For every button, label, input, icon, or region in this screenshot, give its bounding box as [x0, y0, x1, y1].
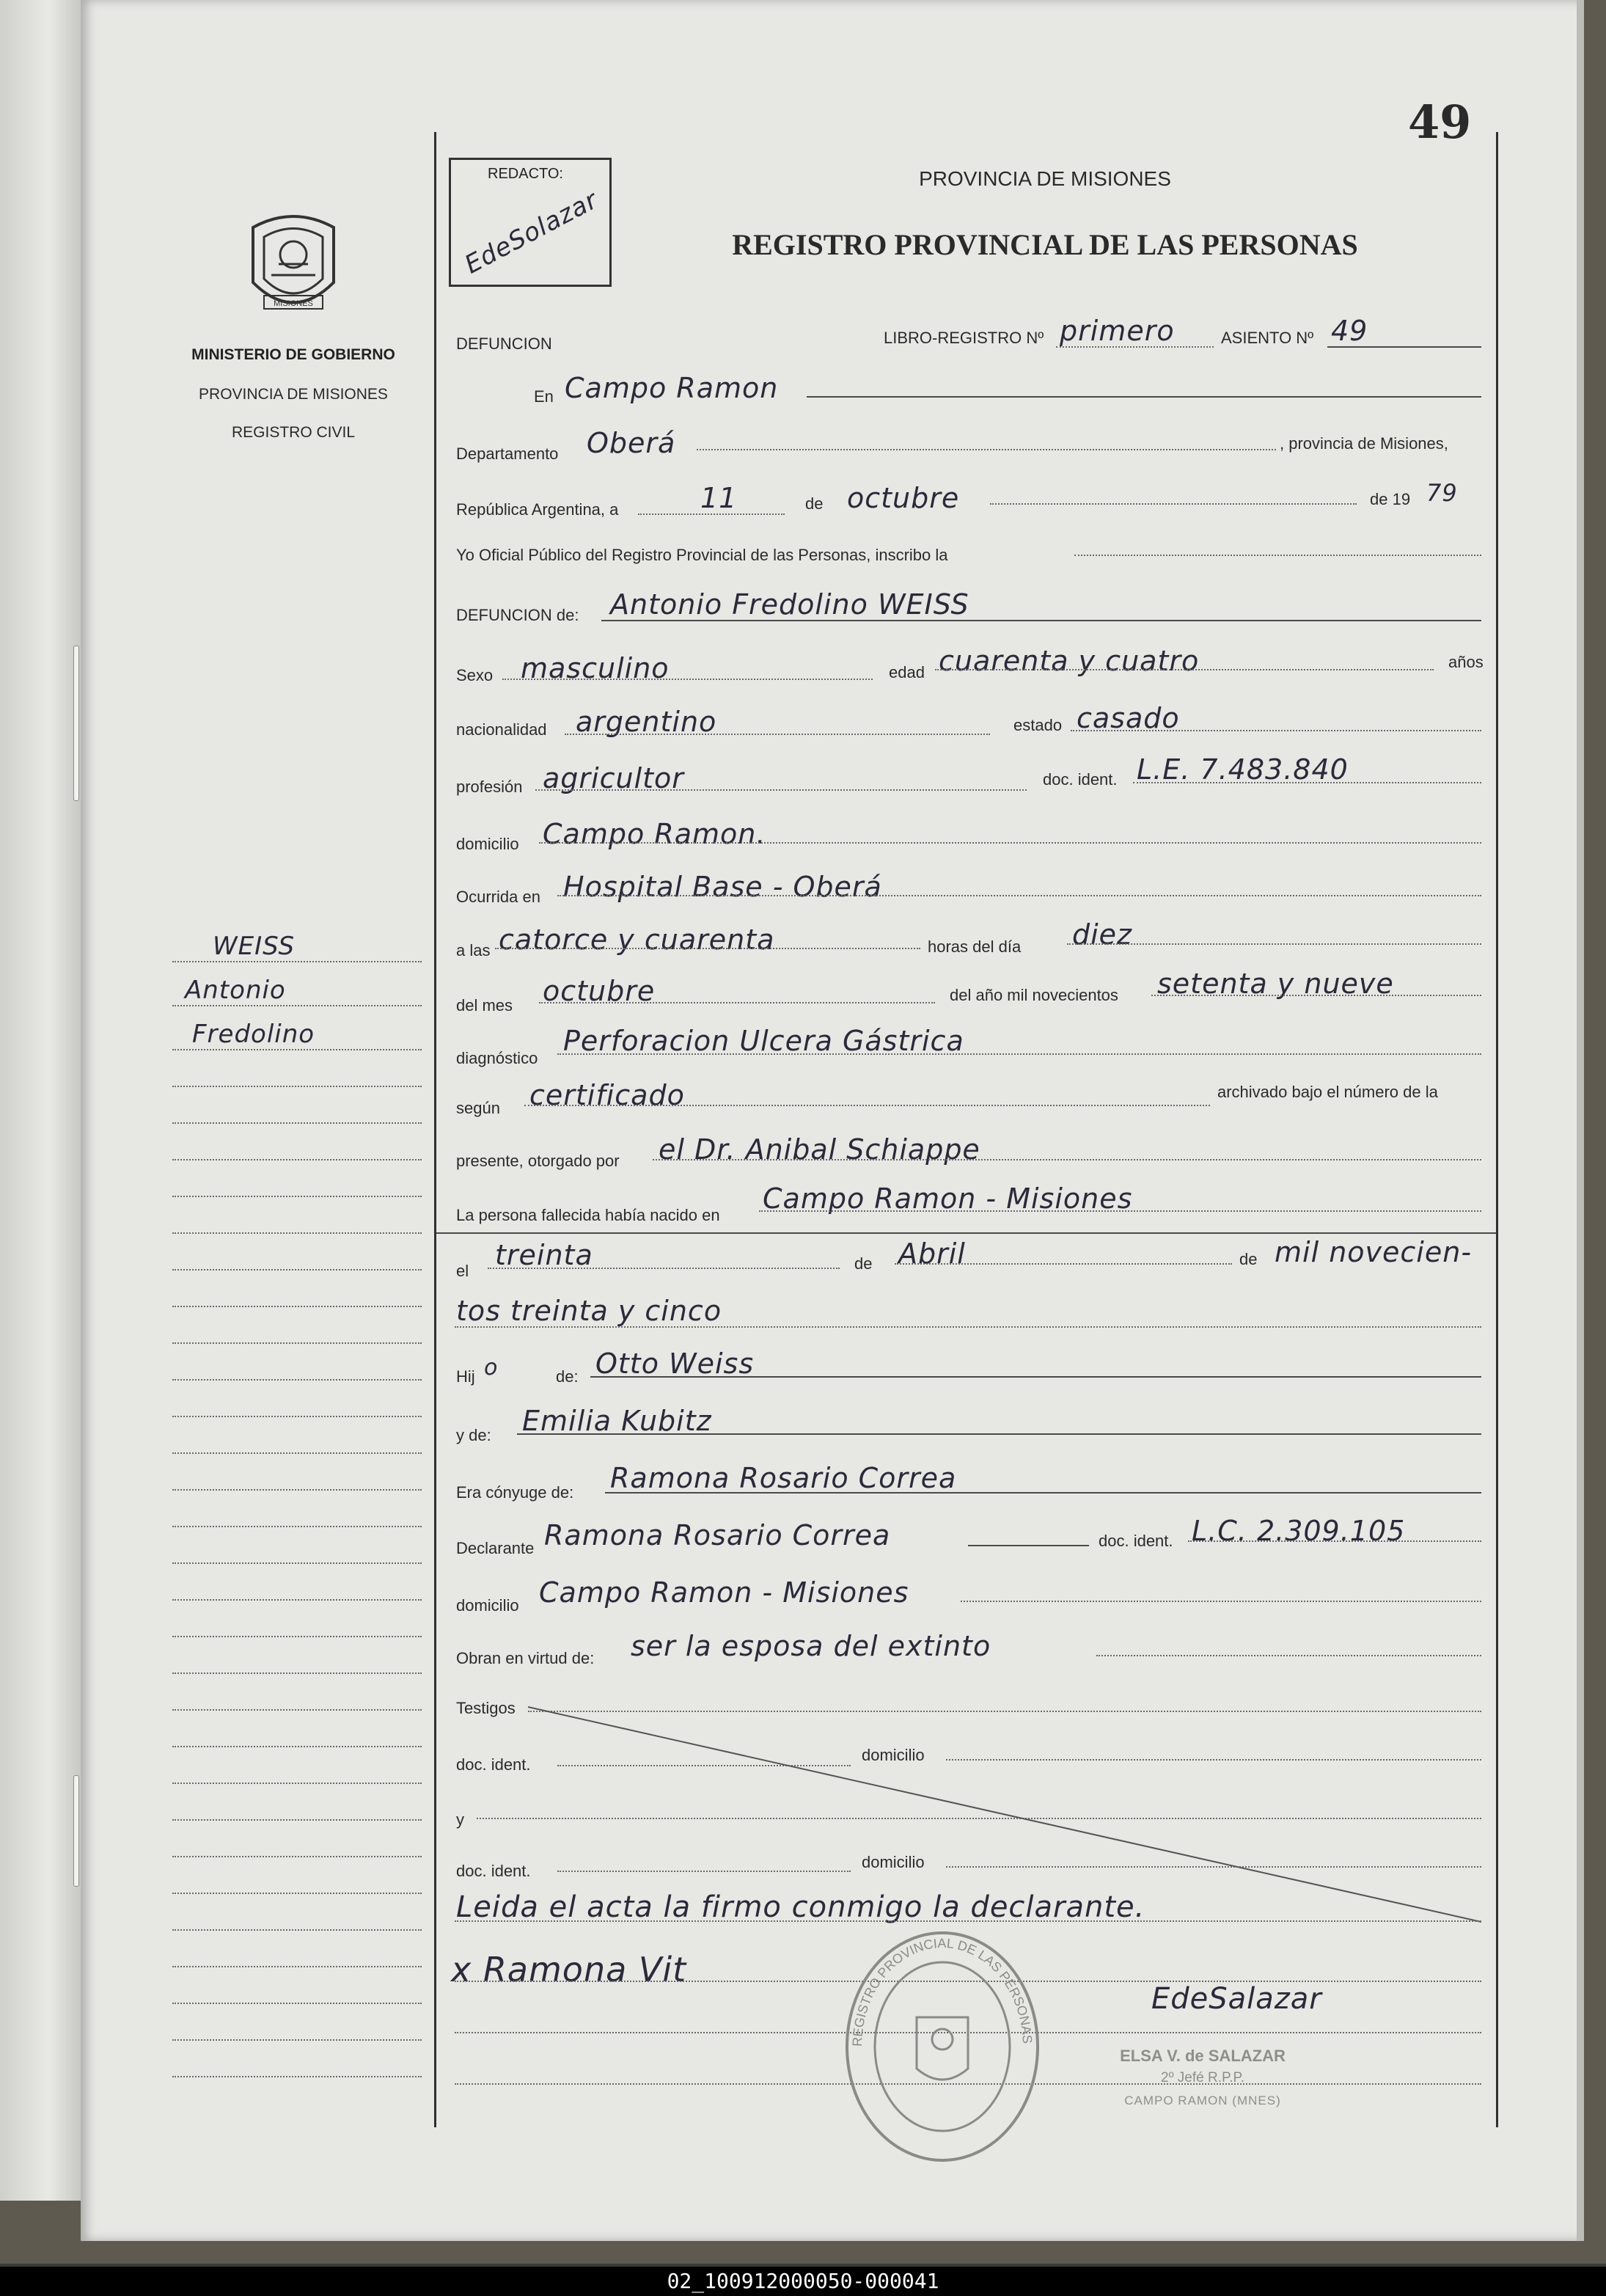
delmes-line [539, 1002, 935, 1003]
declarante-line [968, 1545, 1089, 1546]
anio-mil-line [1151, 995, 1481, 996]
margin-line [172, 1746, 422, 1747]
page-number: 49 [1408, 95, 1472, 149]
hijo-de-label: de: [556, 1367, 579, 1386]
testigo2-domicilio-label: domicilio [862, 1853, 925, 1871]
profesion-value: agricultor [543, 762, 684, 794]
testigos-label: Testigos [456, 1699, 516, 1717]
margin-line [172, 1416, 422, 1417]
republica-label: República Argentina, a [456, 500, 619, 519]
coat-of-arms-icon [238, 209, 348, 326]
margin-line [172, 1672, 422, 1674]
redacto-signature: EdeSolazar [460, 185, 604, 280]
estado-line [1071, 730, 1481, 731]
deceased-name-value: Antonio Fredolino WEISS [610, 588, 969, 621]
nacimiento-mes-value: Abril [898, 1237, 966, 1270]
nacimiento-dia-value: treinta [495, 1239, 593, 1271]
margin-first-name: Antonio [185, 976, 286, 1005]
margin-line [172, 1306, 422, 1307]
anio-mil-value: setenta y nueve [1157, 968, 1394, 1000]
nacimiento-anio-value: mil novecien- [1275, 1236, 1473, 1268]
departamento-line [697, 449, 1276, 450]
day-line [638, 513, 785, 515]
margin-line [172, 1709, 422, 1711]
margin-line [172, 1122, 422, 1124]
libro-label: LIBRO-REGISTRO Nº [884, 329, 1044, 347]
diagnostico-line [557, 1053, 1481, 1055]
declarante-label: Declarante [456, 1539, 535, 1557]
closing-line [455, 1920, 1481, 1922]
month-value: octubre [847, 482, 960, 514]
official-seal-icon [843, 1929, 1041, 2164]
testigo1-domicilio-label: domicilio [862, 1746, 925, 1764]
edad-line [935, 669, 1434, 670]
year-value: 79 [1426, 479, 1458, 507]
margin-line [172, 1929, 422, 1931]
dia-texto-value: diez [1072, 918, 1133, 951]
departamento-value: Oberá [587, 427, 676, 459]
month-line [990, 503, 1357, 505]
madre-value: Emilia Kubitz [522, 1405, 712, 1437]
year-label: de 19 [1370, 490, 1411, 508]
official-signature: EdeSalazar [1151, 1982, 1322, 2016]
page-edge [1577, 0, 1584, 2241]
nacionalidad-line [565, 734, 990, 735]
doc-label: doc. ident. [1043, 770, 1118, 789]
de-label: de [805, 494, 824, 513]
registry-title: REGISTRO PROVINCIAL DE LAS PERSONAS [732, 228, 1358, 261]
hijo-label: Hij [456, 1367, 475, 1386]
domicilio-label: domicilio [456, 835, 519, 853]
y-label: y [456, 1810, 464, 1829]
dia-texto-line [1067, 943, 1481, 945]
testigo2-doc-label: doc. ident. [456, 1862, 531, 1880]
anio-mil-label: del año mil novecientos [950, 986, 1118, 1004]
en-label: En [534, 387, 554, 406]
presente-line [653, 1159, 1481, 1160]
el-label: el [456, 1262, 469, 1280]
departamento-label: Departamento [456, 445, 559, 463]
diagnostico-value: Perforacion Ulcera Gástrica [563, 1025, 964, 1057]
declarante-doc-value: L.C. 2.309.105 [1192, 1515, 1406, 1547]
nacido-label: La persona fallecida había nacido en [456, 1206, 720, 1224]
margin-line [172, 1159, 422, 1160]
alas-label: a las [456, 941, 491, 959]
margin-middle-name: Fredolino [192, 1020, 315, 1049]
province-header: PROVINCIA DE MISIONES [919, 167, 1171, 190]
margin-line [172, 961, 422, 962]
margin-line [172, 1005, 422, 1006]
asiento-label: ASIENTO Nº [1221, 329, 1314, 347]
left-form-rule [434, 132, 436, 2127]
margin-line [172, 1819, 422, 1821]
margin-line [172, 1049, 422, 1050]
hora-line [495, 948, 920, 949]
nacimiento-de1-label: de [854, 1254, 873, 1273]
province-label: PROVINCIA DE MISIONES [199, 386, 388, 403]
provincia-suffix: , provincia de Misiones, [1280, 434, 1448, 453]
previous-page-edge [0, 0, 81, 2201]
right-form-rule [1496, 132, 1498, 2127]
ministry-label: MINISTERIO DE GOBIERNO [191, 346, 395, 363]
margin-line [172, 2039, 422, 2041]
obran-label: Obran en virtud de: [456, 1649, 595, 1667]
domicilio-value: Campo Ramon. [543, 818, 766, 850]
domicilio-line [539, 842, 1481, 844]
testigo1-doc-label: doc. ident. [456, 1755, 531, 1774]
edad-label: edad [889, 663, 925, 681]
doc-line [1133, 782, 1481, 783]
obran-line [1096, 1655, 1481, 1656]
margin-line [172, 1599, 422, 1601]
ocurrida-label: Ocurrida en [456, 888, 540, 906]
ocurrida-line [557, 895, 1481, 896]
libro-value: primero [1060, 315, 1175, 347]
asiento-value: 49 [1331, 315, 1368, 347]
nacionalidad-label: nacionalidad [456, 720, 547, 739]
margin-line [172, 2076, 422, 2077]
declarante-doc-line [1188, 1540, 1481, 1542]
deceased-name-line [601, 620, 1481, 621]
image-id-bar [0, 2267, 1606, 2296]
conyuge-line [605, 1492, 1481, 1494]
margin-line [172, 1086, 422, 1087]
margin-line [172, 1562, 422, 1564]
libro-line [1056, 346, 1214, 348]
nacido-line [759, 1210, 1481, 1212]
asiento-line [1327, 346, 1481, 348]
hora-value: catorce y cuarenta [499, 924, 775, 956]
margin-line [172, 1783, 422, 1784]
presente-value: el Dr. Anibal Schiappe [659, 1133, 980, 1166]
declarante-doc-label: doc. ident. [1099, 1532, 1173, 1550]
madre-line [517, 1433, 1481, 1435]
hijo-suffix: o [484, 1355, 499, 1381]
profesion-line [535, 789, 1027, 791]
nacionalidad-value: argentino [576, 706, 717, 738]
oficial-line [1074, 555, 1481, 556]
nacimiento-anio-cont-value: tos treinta y cinco [456, 1295, 722, 1327]
image-id-label: 02_100912000050-000041 [667, 2269, 939, 2293]
margin-line [172, 1526, 422, 1527]
segun-value: certificado [529, 1079, 685, 1111]
official-place: CAMPO RAMON (MNES) [1124, 2094, 1281, 2107]
seal-label: MISIONES [274, 299, 313, 308]
ocurrida-value: Hospital Base - Oberá [563, 871, 882, 903]
declarante-domicilio-value: Campo Ramon - Misiones [539, 1576, 909, 1609]
margin-line [172, 1893, 422, 1894]
delmes-label: del mes [456, 996, 513, 1014]
edad-value: cuarenta y cuatro [939, 645, 1200, 677]
section-separator [436, 1232, 1496, 1234]
place-line [807, 396, 1481, 398]
declarante-value: Ramona Rosario Correa [544, 1519, 891, 1551]
presente-label: presente, otorgado por [456, 1152, 620, 1170]
official-title: 2º Jefé R.P.P. [1161, 2070, 1244, 2085]
declarante-domicilio-line [961, 1601, 1481, 1602]
sexo-label: Sexo [456, 666, 494, 684]
nacido-value: Campo Ramon - Misiones [763, 1182, 1133, 1215]
doc-value: L.E. 7.483.840 [1137, 753, 1349, 786]
binding-stitch [73, 646, 79, 801]
oficial-text: Yo Oficial Público del Registro Provincial de las Personas, inscribo la [456, 546, 948, 564]
horas-label: horas del día [928, 937, 1022, 956]
estado-label: estado [1013, 716, 1063, 734]
seal-ring-text: REGISTRO PROVINCIAL DE LAS PERSONAS [849, 1935, 1035, 2047]
estado-value: casado [1077, 702, 1180, 734]
margin-line [172, 1489, 422, 1491]
margin-surname: WEISS [213, 932, 296, 961]
nacimiento-dia-line [488, 1268, 840, 1269]
margin-line [172, 1232, 422, 1234]
margin-line [172, 1966, 422, 1967]
conyuge-value: Ramona Rosario Correa [610, 1462, 957, 1494]
nacimiento-anio-cont-line [455, 1326, 1481, 1328]
closing-statement: Leida el acta la firmo conmigo la declarante. [456, 1890, 1145, 1924]
segun-label: según [456, 1099, 500, 1117]
segun-line [524, 1105, 1210, 1106]
margin-line [172, 1379, 422, 1381]
defuncion-de-label: DEFUNCION de: [456, 606, 579, 624]
nacimiento-mes-line [895, 1263, 1232, 1265]
margin-line [172, 1196, 422, 1197]
official-name: ELSA V. de SALAZAR [1120, 2047, 1286, 2065]
sexo-value: masculino [521, 652, 670, 684]
yde-label: y de: [456, 1426, 491, 1444]
conyuge-label: Era cónyuge de: [456, 1483, 574, 1502]
anos-label: años [1448, 653, 1484, 671]
civil-registry-label: REGISTRO CIVIL [231, 424, 356, 441]
defuncion-label: DEFUNCION [456, 334, 552, 353]
margin-line [172, 1342, 422, 1344]
margin-line [172, 1636, 422, 1637]
archivado-label: archivado bajo el número de la [1217, 1083, 1438, 1101]
redacto-label: REDACTO: [488, 166, 563, 182]
delmes-value: octubre [543, 975, 656, 1007]
padre-line [590, 1376, 1481, 1378]
obran-value: ser la esposa del extinto [631, 1630, 991, 1662]
margin-line [172, 1856, 422, 1857]
day-value: 11 [700, 482, 738, 514]
place-value: Campo Ramon [565, 372, 779, 404]
sexo-line [502, 679, 873, 680]
declarant-signature: x Ramona Vit [451, 1950, 687, 1989]
declarante-domicilio-label: domicilio [456, 1596, 519, 1615]
padre-value: Otto Weiss [595, 1348, 755, 1380]
margin-line [172, 1269, 422, 1271]
diagnostico-label: diagnóstico [456, 1049, 538, 1067]
nacimiento-de2-label: de [1239, 1250, 1258, 1268]
binding-stitch [73, 1775, 79, 1887]
margin-line [172, 1452, 422, 1454]
margin-line [172, 2003, 422, 2004]
profesion-label: profesión [456, 778, 523, 796]
